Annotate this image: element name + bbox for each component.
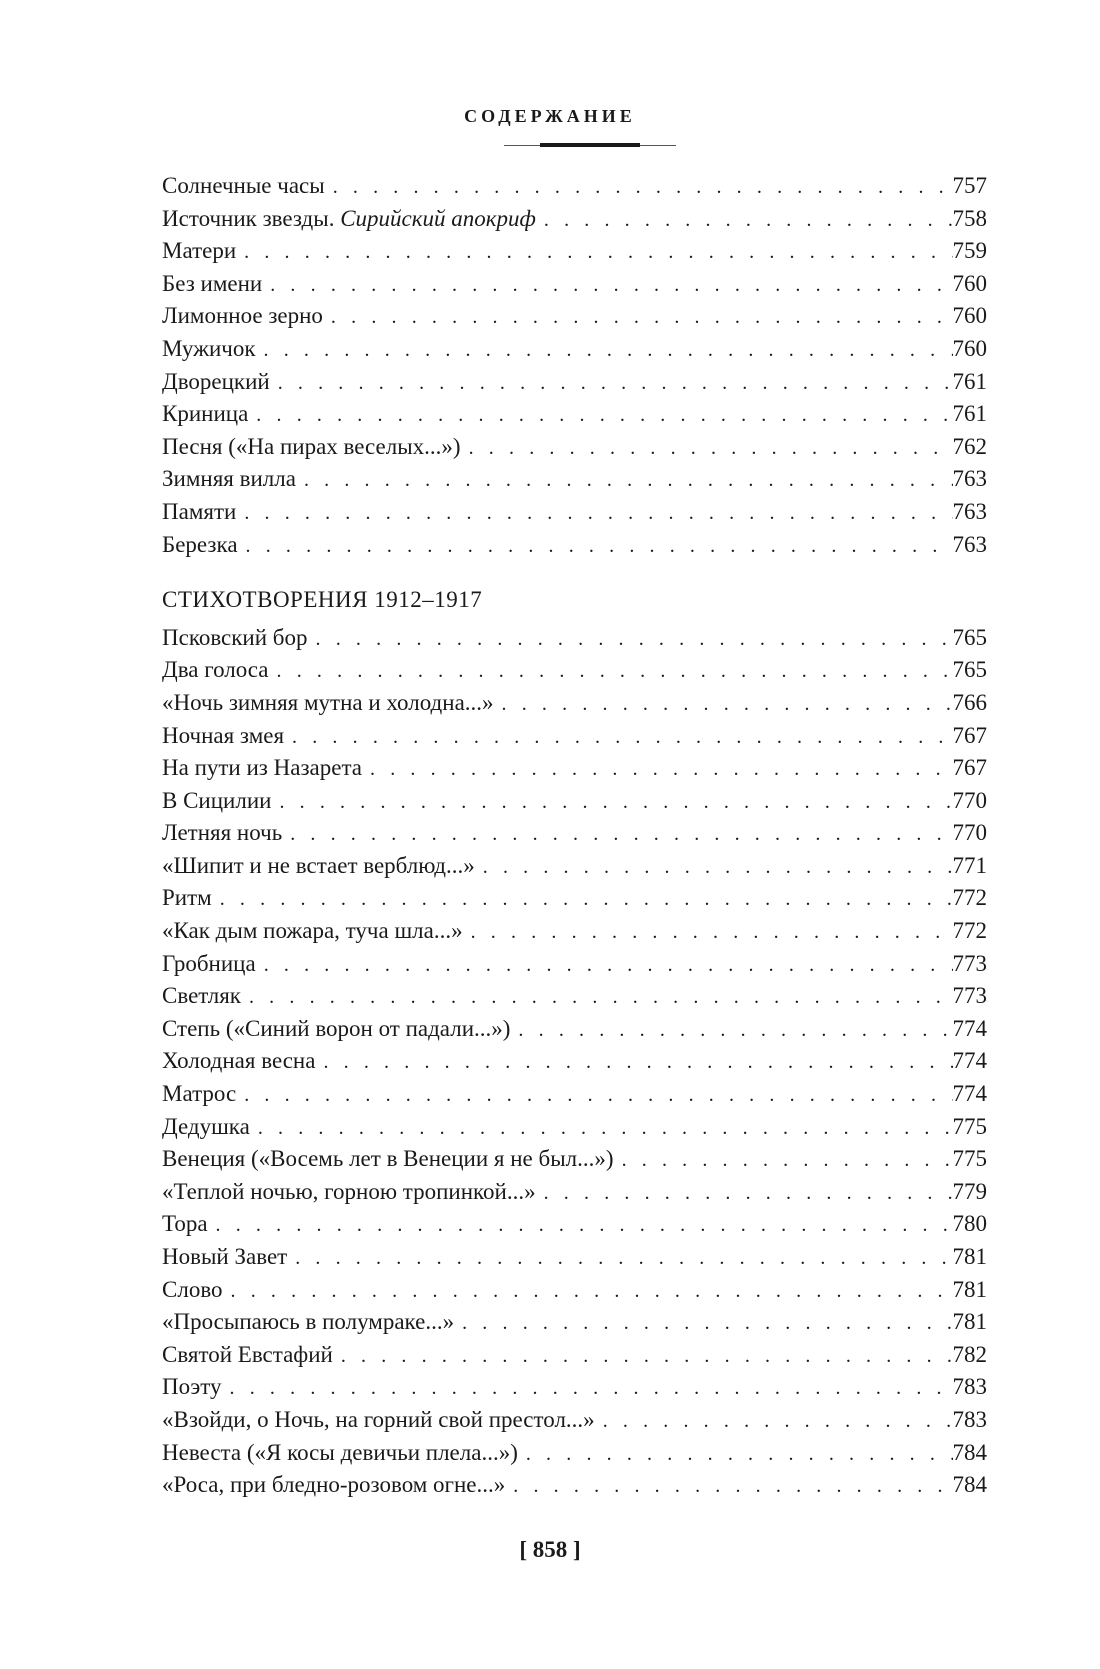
toc-entry	[162, 1208, 987, 1241]
dot-leader	[264, 949, 953, 982]
toc-entry-title	[162, 1111, 258, 1144]
toc-entry-title-text: Святой Евстафий	[162, 1341, 333, 1367]
toc-entry-title	[162, 882, 220, 915]
toc-entry-page: 784	[952, 1439, 987, 1465]
toc-entry-page: 774	[952, 1081, 987, 1107]
dot-leader	[246, 530, 953, 563]
toc-entry-title-text: Холодная весна	[162, 1048, 316, 1074]
toc-entry-title-text: Лимонное зерно	[162, 303, 323, 329]
toc-entry-title	[162, 170, 333, 203]
toc-entry-page: 763	[952, 466, 987, 492]
toc-entry	[162, 463, 987, 496]
toc-entry-page: 773	[952, 983, 987, 1009]
toc-entry-page: 781	[952, 1244, 987, 1269]
toc-entry	[162, 817, 987, 850]
toc-entry-title	[162, 1176, 544, 1209]
dot-leader	[295, 1242, 952, 1275]
toc-entry-title-text: Степь («Синий ворон от падали...»)	[162, 1015, 511, 1041]
dot-leader	[544, 204, 953, 237]
toc-entry-page: 758	[952, 205, 987, 231]
toc-entry	[162, 1176, 987, 1209]
toc-entry-title	[162, 1143, 622, 1176]
toc-entry	[162, 915, 987, 948]
dot-leader	[502, 688, 953, 721]
toc-entry-page: 774	[952, 1015, 987, 1041]
dot-leader	[622, 1144, 953, 1177]
toc-entry-page: 762	[952, 433, 987, 459]
dot-leader	[331, 301, 953, 334]
dot-leader	[462, 1307, 952, 1340]
toc-entry-page: 782	[952, 1341, 987, 1367]
toc-entry-title	[162, 1404, 603, 1437]
toc-entry-page: 772	[952, 885, 987, 911]
toc-entry-title-text: Солнечные часы	[162, 173, 325, 198]
toc-entry-title-text: Два голоса	[162, 657, 269, 683]
toc-entry	[162, 687, 987, 720]
toc-entry-title	[162, 1339, 341, 1372]
toc-entry-title-text: Криница	[162, 401, 249, 427]
toc-entry	[162, 1371, 987, 1404]
dot-leader	[277, 655, 953, 688]
toc-entry-page: 763	[952, 531, 987, 557]
toc-entry-title	[162, 1469, 513, 1502]
toc-entry-page: 767	[952, 755, 987, 781]
toc-entry-title	[162, 948, 264, 981]
toc-entry-page: 763	[952, 498, 987, 524]
dot-leader	[304, 464, 953, 497]
toc-entry-title-text: Псковский бор	[162, 624, 308, 650]
toc-entry-page: 759	[952, 238, 987, 264]
toc-entry-title	[162, 300, 331, 333]
toc-entry	[162, 170, 987, 203]
toc-entry	[162, 300, 987, 333]
toc-entry-title	[162, 850, 483, 883]
toc-entry-title	[162, 529, 246, 562]
toc-entry-page: 767	[952, 722, 987, 748]
table-of-contents	[162, 170, 987, 1502]
dot-leader	[278, 367, 953, 400]
toc-entry	[162, 1437, 987, 1470]
dot-leader	[469, 432, 953, 465]
toc-entry-title-text: Дедушка	[162, 1113, 250, 1139]
running-header: СОДЕРЖАНИЕ	[464, 106, 636, 126]
dot-leader	[471, 916, 953, 949]
toc-entry-page: 770	[952, 787, 987, 813]
dot-leader	[249, 981, 953, 1014]
dot-leader	[258, 1112, 953, 1145]
dot-leader	[270, 269, 952, 302]
toc-entry-title	[162, 622, 316, 655]
toc-entry	[162, 882, 987, 915]
toc-entry-title-text: «Роса, при бледно-розовом огне...»	[162, 1472, 506, 1498]
toc-entry-title-text: В Сицилии	[162, 787, 272, 813]
toc-entry-title-text: Ритм	[162, 885, 212, 911]
toc-entry-page: 772	[952, 918, 987, 944]
toc-entry-page: 760	[952, 270, 987, 296]
dot-leader	[370, 753, 953, 786]
toc-entry-title	[162, 654, 277, 687]
dot-leader	[231, 1275, 953, 1308]
toc-entry-title-text: Поэту	[162, 1374, 222, 1400]
toc-entry-title-text: «Шипит и не встает верблюд...»	[162, 852, 475, 878]
toc-entry	[162, 1306, 987, 1339]
dot-leader	[279, 786, 952, 819]
toc-entry-page: 774	[952, 1048, 987, 1074]
toc-entry-title	[162, 1241, 295, 1274]
toc-entry-title	[162, 1045, 323, 1078]
toc-entry	[162, 980, 987, 1013]
toc-entry-title-text: Ночная змея	[162, 722, 285, 748]
toc-entry	[162, 366, 987, 399]
dot-leader	[518, 1014, 952, 1047]
toc-entry-title	[162, 915, 471, 948]
toc-entry	[162, 1013, 987, 1046]
toc-entry-page: 760	[952, 335, 987, 361]
toc-entry-title-text: Слово	[162, 1276, 223, 1302]
toc-entry-page: 780	[952, 1211, 987, 1237]
toc-entry-page: 784	[952, 1472, 987, 1498]
toc-entry-title	[162, 1274, 231, 1307]
toc-entry-page: 783	[952, 1406, 987, 1432]
toc-entry-title-text: Летняя ночь	[162, 820, 283, 846]
toc-entry-title-text: Невеста («Я косы девичьи плела...»)	[162, 1439, 518, 1465]
toc-entry-title-text: «Ночь зимняя мутна и холодна...»	[162, 689, 494, 715]
toc-entry-title	[162, 1078, 244, 1111]
dot-leader	[244, 1079, 952, 1112]
toc-group-1912-1917	[162, 622, 987, 1502]
toc-entry-title-text: Тора	[162, 1211, 208, 1237]
toc-entry-page: 760	[952, 303, 987, 329]
dot-leader	[333, 171, 953, 204]
toc-entry-title	[162, 687, 502, 720]
toc-entry-title-text: «Как дым пожара, туча шла...»	[162, 918, 463, 944]
toc-entry-title-text: Матрос	[162, 1081, 237, 1107]
toc-group-earlier	[162, 170, 987, 561]
toc-entry	[162, 431, 987, 464]
toc-entry-title-text: «Взойди, о Ночь, на горний свой престол...»	[162, 1406, 595, 1432]
toc-entry-title-text: Памяти	[162, 498, 237, 524]
toc-entry	[162, 1143, 987, 1176]
toc-entry	[162, 496, 987, 529]
dot-leader	[264, 334, 953, 367]
dot-leader	[292, 721, 952, 754]
dot-leader	[341, 1340, 953, 1373]
toc-entry	[162, 752, 987, 785]
toc-entry-subtitle: Сирийский апокриф	[340, 205, 536, 231]
dot-leader	[544, 1177, 953, 1210]
toc-entry-page: 771	[952, 852, 987, 878]
dot-leader	[526, 1438, 953, 1471]
dot-leader	[323, 1046, 952, 1079]
toc-entry	[162, 268, 987, 301]
toc-entry-title	[162, 366, 278, 399]
toc-entry-title-text: На пути из Назарета	[162, 755, 362, 781]
toc-entry-title	[162, 1306, 462, 1339]
toc-entry-title	[162, 1013, 518, 1046]
toc-entry-title	[162, 980, 249, 1013]
dot-leader	[230, 1372, 953, 1405]
toc-entry-title	[162, 333, 264, 366]
toc-entry-title	[162, 431, 469, 464]
toc-entry-title-text: Источник звезды.	[162, 205, 335, 231]
toc-entry	[162, 1469, 987, 1502]
toc-entry-title	[162, 785, 279, 818]
toc-entry-page: 770	[952, 820, 987, 846]
toc-entry-title-text: «Просыпаюсь в полумраке...»	[162, 1309, 455, 1335]
toc-entry	[162, 1045, 987, 1078]
toc-entry	[162, 1241, 987, 1274]
toc-entry-title	[162, 752, 370, 785]
toc-entry	[162, 333, 987, 366]
toc-entry-page: 765	[952, 657, 987, 683]
toc-entry-title-text: Песня («На пирах веселых...»)	[162, 433, 461, 459]
toc-entry	[162, 948, 987, 981]
toc-entry-title-text: Зимняя вилла	[162, 466, 296, 492]
toc-entry-page: 783	[952, 1374, 987, 1400]
dot-leader	[483, 851, 953, 884]
toc-entry	[162, 235, 987, 268]
toc-entry	[162, 1339, 987, 1372]
toc-entry-title	[162, 1437, 526, 1470]
toc-entry-title	[162, 398, 256, 431]
toc-entry-page: 775	[952, 1146, 987, 1172]
dot-leader	[513, 1470, 952, 1503]
toc-entry	[162, 622, 987, 655]
toc-entry	[162, 654, 987, 687]
toc-entry	[162, 785, 987, 818]
toc-entry	[162, 1078, 987, 1111]
toc-entry-page: 765	[952, 624, 987, 650]
toc-entry	[162, 1404, 987, 1437]
toc-entry-page: 761	[952, 401, 987, 427]
dot-leader	[256, 399, 952, 432]
dot-leader	[244, 497, 952, 530]
section-heading: СТИХОТВОРЕНИЯ 1912–1917	[162, 587, 483, 613]
toc-entry-title	[162, 463, 304, 496]
toc-entry-title	[162, 1208, 216, 1241]
dot-leader	[316, 623, 953, 656]
toc-entry	[162, 1111, 987, 1144]
toc-entry-title	[162, 720, 292, 753]
dot-leader	[290, 818, 952, 851]
toc-entry	[162, 1274, 987, 1307]
toc-entry-title-text: Без имени	[162, 270, 263, 296]
toc-entry-title-text: Венеция («Восемь лет в Венеции я не был...»)	[162, 1146, 614, 1172]
toc-entry-title-text: Гробница	[162, 950, 256, 976]
toc-entry-title	[162, 1371, 230, 1404]
toc-entry-page: 766	[952, 689, 987, 715]
toc-entry-page: 773	[952, 950, 987, 976]
toc-entry	[162, 398, 987, 431]
toc-entry-title-text: Мужичок	[162, 335, 256, 361]
toc-entry-title	[162, 203, 544, 236]
dot-leader	[603, 1405, 953, 1438]
toc-entry	[162, 203, 987, 236]
dot-leader	[244, 236, 952, 269]
toc-entry	[162, 529, 987, 562]
toc-entry-page: 757	[952, 173, 987, 198]
header-rule-accent	[540, 143, 640, 147]
toc-entry-page: 761	[952, 368, 987, 394]
toc-entry-title-text: Дворецкий	[162, 368, 270, 394]
toc-entry-title-text: «Теплой ночью, горною тропинкой...»	[162, 1178, 536, 1204]
toc-entry-title-text: Светляк	[162, 983, 241, 1009]
toc-entry	[162, 850, 987, 883]
toc-entry-page: 781	[952, 1309, 987, 1335]
dot-leader	[216, 1209, 953, 1242]
toc-entry	[162, 720, 987, 753]
dot-leader	[220, 883, 953, 916]
toc-entry-title	[162, 496, 244, 529]
toc-entry-page: 781	[952, 1276, 987, 1302]
toc-entry-title	[162, 817, 290, 850]
toc-entry-page: 779	[952, 1178, 987, 1204]
toc-entry-title-text: Матери	[162, 238, 237, 264]
page-number: [ 858 ]	[519, 1537, 581, 1562]
toc-entry-title-text: Березка	[162, 531, 238, 557]
toc-entry-title	[162, 235, 244, 268]
toc-entry-page: 775	[952, 1113, 987, 1139]
toc-entry-title	[162, 268, 270, 301]
toc-entry-title-text: Новый Завет	[162, 1244, 288, 1269]
